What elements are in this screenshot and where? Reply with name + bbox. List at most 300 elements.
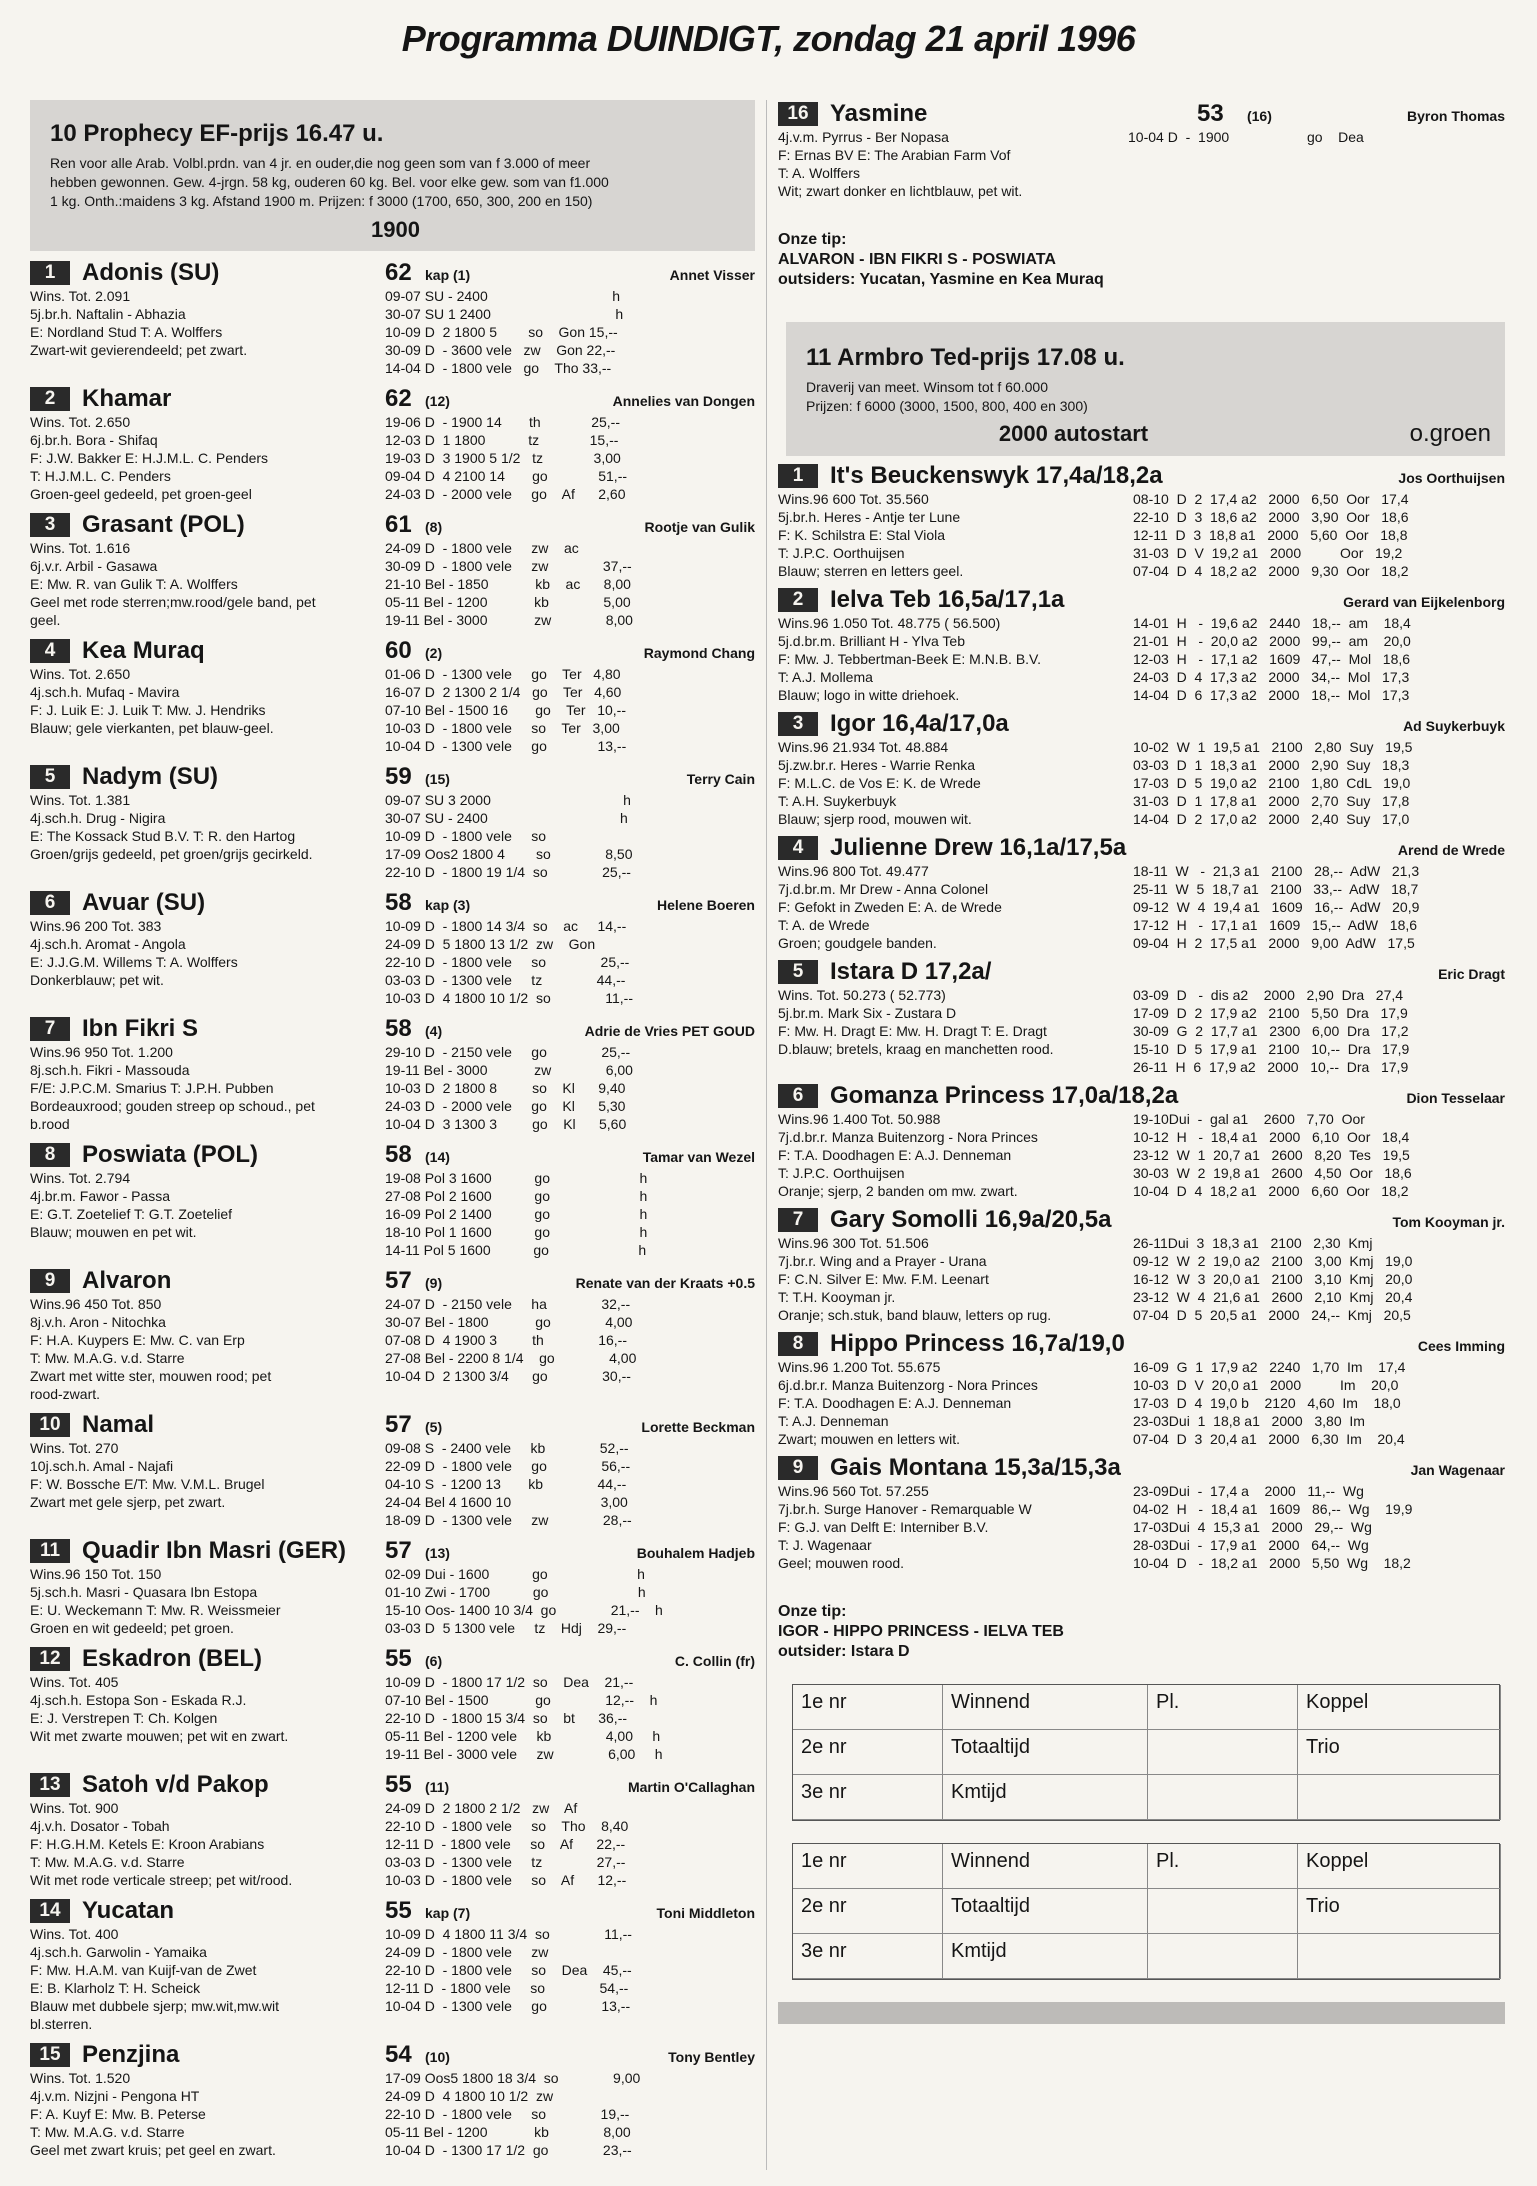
bet-form-cell[interactable]: Trio (1298, 1730, 1501, 1775)
horse-name: Ibn Fikri S (82, 1015, 199, 1042)
driver-name: Eric Dragt (1438, 966, 1505, 982)
horse-entry (778, 1330, 1505, 1448)
jockey-name: Annet Visser (669, 267, 755, 283)
horse-heading (30, 1015, 385, 1043)
horse-name: Satoh v/d Pakop (82, 1771, 269, 1798)
race-result: 17-03Dui 4 15,3 a1 2000 29,-- Wg (1133, 1519, 1372, 1535)
race-result: 18-09 D - 1300 vele zw 28,-- (385, 1512, 632, 1528)
horse-info-line: Wins.96 600 Tot. 35.560 (778, 491, 929, 507)
horse-heading (30, 1141, 385, 1169)
horse-info-line: F/E: J.P.C.M. Smarius T: J.P.H. Pubben (30, 1080, 274, 1096)
race-result: 09-07 SU - 2400 h (385, 288, 620, 304)
horse-weight: 58 (385, 889, 412, 916)
horse-form (1133, 490, 1505, 580)
horse-name: Gomanza Princess 17,0a/18,2a (830, 1082, 1179, 1109)
horse-entry (30, 763, 755, 881)
horse-number: 1 (30, 261, 70, 285)
horse-info-line: T: Mw. M.A.G. v.d. Starre (30, 2124, 185, 2140)
race-distance: 2000 autostart (998, 421, 1149, 446)
horse-info-line: F: J. Luik E: J. Luik T: Mw. J. Hendriks (30, 702, 266, 718)
bet-form-cell[interactable]: 2e nr (793, 1730, 943, 1775)
horse-info-line: Wins.96 1.200 Tot. 55.675 (778, 1359, 941, 1375)
horse-info-line: geel. (30, 612, 61, 628)
bet-form-cell[interactable]: Koppel (1298, 1685, 1501, 1730)
race-result: 17-03 D 4 19,0 b 2120 4,60 Im 18,0 (1133, 1395, 1401, 1411)
race-conditions (50, 154, 741, 211)
horse-form (1133, 986, 1505, 1076)
race-result: 16-12 W 3 20,0 a1 2100 3,10 Kmj 20,0 (1133, 1271, 1413, 1287)
race-result: 07-10 Bel - 1500 go 12,-- h (385, 1692, 658, 1708)
bet-form-cell[interactable] (1148, 1775, 1298, 1820)
bet-form-cell[interactable]: Kmtijd (943, 1775, 1148, 1820)
driver-name: Ad Suykerbuyk (1403, 718, 1505, 734)
horse-heading (30, 1537, 385, 1565)
horse-info-line: 7j.br.h. Surge Hanover - Remarquable W (778, 1501, 1032, 1517)
horse-title (778, 1206, 1392, 1234)
horse-name: Alvaron (82, 1267, 172, 1294)
race-result: 05-11 Bel - 1200 kb 5,00 (385, 594, 631, 610)
horse-info (30, 1015, 385, 1133)
horse-info-line: F: Gefokt in Zweden E: A. de Wrede (778, 899, 1002, 915)
race-result: 12-11 D 3 18,8 a1 2000 5,60 Oor 18,8 (1133, 527, 1408, 543)
race-result: 05-11 Bel - 1200 vele kb 4,00 h (385, 1728, 661, 1744)
horse-weight: 57 (385, 1267, 412, 1294)
bet-form-cell[interactable] (1148, 1889, 1298, 1934)
horse-entry (30, 1645, 755, 1763)
bet-form-cell[interactable]: Winnend (943, 1685, 1148, 1730)
horse-number: 6 (30, 891, 70, 915)
horse-heading (778, 1082, 1505, 1110)
race-result: 12-11 D - 1800 vele so Af 22,-- (385, 1836, 626, 1852)
race-result: 27-08 Bel - 2200 8 1/4 go 4,00 (385, 1350, 637, 1366)
horse-info-line: 5j.zw.br.r. Heres - Warrie Renka (778, 757, 976, 773)
horse-body (778, 1234, 1505, 1324)
horse-number: 9 (30, 1269, 70, 1293)
race-result: 10-12 H - 18,4 a1 2000 6,10 Oor 18,4 (1133, 1129, 1410, 1145)
horse-info-line: Geel; mouwen rood. (778, 1555, 905, 1571)
horse-info-line: T: J. Wagenaar (778, 1537, 872, 1553)
horse-info-line: T: J.P.C. Oorthuijsen (778, 545, 905, 561)
horse-form (1128, 128, 1505, 200)
race-11-horse-list (778, 462, 1505, 1572)
horse-heading (778, 586, 1505, 614)
bet-form-table (792, 1843, 1500, 1980)
jockey-name: Helene Boeren (656, 897, 755, 913)
horse-info-line: Wins. Tot. 1.616 (30, 540, 131, 556)
horse-info-line: Zwart met witte ster, mouwen rood; pet (30, 1368, 272, 1384)
race-result: 16-09 Pol 2 1400 go h (385, 1206, 648, 1222)
horse-name: Quadir Ibn Masri (GER) (82, 1537, 347, 1564)
horse-info-line: Wins. Tot. 2.650 (30, 414, 131, 430)
condition-line: Ren voor alle Arab. Volbl.prdn. van 4 jr. en ouder,die nog geen som van f 3.000 of meer (50, 155, 591, 171)
horse-entry (30, 889, 755, 1007)
horse-name: Poswiata (POL) (82, 1141, 259, 1168)
horse-weight: 62 (385, 385, 412, 412)
horse-entry (30, 259, 755, 377)
horse-info-line: F: G.J. van Delft E: Interniber B.V. (778, 1519, 989, 1535)
horse-info-line: Wins. Tot. 400 (30, 1926, 119, 1942)
horse-equipment: (11) (425, 1779, 450, 1795)
weight-row (385, 889, 755, 917)
horse-body (778, 128, 1505, 200)
race-result: 23-09Dui - 17,4 a 2000 11,-- Wg (1133, 1483, 1364, 1499)
horse-title (778, 710, 1403, 738)
horse-info-line: F: Ernas BV E: The Arabian Farm Vof (778, 147, 1011, 163)
race-result: 10-09 D 2 1800 5 so Gon 15,-- (385, 324, 618, 340)
condition-line: hebben gewonnen. Gew. 4-jrgn. 58 kg, ouderen 60 kg. Bel. voor elke gew. som van f1.000 (50, 174, 609, 190)
race-result: 03-03 D - 1300 vele tz 27,-- (385, 1854, 626, 1870)
race-result: 10-03 D 4 1800 10 1/2 so 11,-- (385, 990, 633, 1006)
horse-entry (30, 511, 755, 629)
horse-heading (30, 259, 385, 287)
horse-info-line: Oranje; sch.stuk, band blauw, letters op rug. (778, 1307, 1052, 1323)
horse-name: Gary Somolli 16,9a/20,5a (830, 1206, 1112, 1233)
horse-body (778, 614, 1505, 704)
horse-form (385, 1267, 755, 1403)
horse-equipment: (14) (425, 1149, 450, 1165)
horse-info-line: Wins.96 1.400 Tot. 50.988 (778, 1111, 941, 1127)
race-result: 14-04 D 2 17,0 a2 2000 2,40 Suy 17,0 (1133, 811, 1410, 827)
bet-form-cell[interactable] (1298, 1934, 1501, 1979)
weight-row (385, 1897, 755, 1925)
bet-form-cell[interactable]: 2e nr (793, 1889, 943, 1934)
horse-info-line: Oranje; sjerp, 2 banden om mw. zwart. (778, 1183, 1018, 1199)
horse-info (30, 637, 385, 755)
bet-form-table (792, 1684, 1500, 1821)
race-result: 10-04 D - 1900 go Dea (1128, 129, 1364, 145)
horse-info (778, 862, 1133, 952)
horse-info (30, 1141, 385, 1259)
horse-entry (778, 1206, 1505, 1324)
horse-info-line: F: Mw. H.A.M. van Kuijf-van de Zwet (30, 1962, 257, 1978)
bet-form-cell[interactable]: Pl. (1148, 1844, 1298, 1889)
horse-body (778, 986, 1505, 1076)
bet-form-cell[interactable]: 3e nr (793, 1934, 943, 1979)
horse-info-line: F: Mw. H. Dragt E: Mw. H. Dragt T: E. Dragt (778, 1023, 1047, 1039)
driver-name: Arend de Wrede (1397, 842, 1505, 858)
horse-info-line: E: G.T. Zoetelief T: G.T. Zoetelief (30, 1206, 233, 1222)
horse-heading (30, 637, 385, 665)
race-result: 16-09 G 1 17,9 a2 2240 1,70 Im 17,4 (1133, 1359, 1406, 1375)
weight-row (385, 763, 755, 791)
horse-info-line: Wins.96 150 Tot. 150 (30, 1566, 162, 1582)
horse-equipment: (9) (425, 1275, 443, 1291)
jockey-name: Adrie de Vries PET GOUD (584, 1023, 755, 1039)
horse-number: 14 (30, 1899, 70, 1923)
horse-name: Yasmine (830, 100, 928, 127)
jockey-name: Martin O'Callaghan (627, 1779, 755, 1795)
horse-number: 13 (30, 1773, 70, 1797)
horse-info-line: b.rood (30, 1116, 70, 1132)
race-result: 19-11 Bel - 3000 zw 8,00 (385, 612, 633, 628)
horse-name: Yucatan (82, 1897, 175, 1924)
horse-form (385, 1897, 755, 2033)
horse-number: 11 (30, 1539, 70, 1563)
bet-form-cell[interactable]: 1e nr (793, 1844, 943, 1889)
horse-form (385, 1645, 755, 1763)
jockey-name: Byron Thomas (1406, 108, 1505, 124)
horse-form (1133, 1234, 1505, 1324)
horse-info-line: 5j.br.m. Mark Six - Zustara D (778, 1005, 957, 1021)
horse-weight: 55 (385, 1771, 412, 1798)
horse-number: 7 (778, 1208, 818, 1232)
horse-info-line: 6j.d.br.r. Manza Buitenzorg - Nora Princes (778, 1377, 1038, 1393)
horse-name: Gais Montana 15,3a/15,3a (830, 1454, 1121, 1481)
race-result: 10-03 D - 1800 vele so Af 12,-- (385, 1872, 627, 1888)
horse-entry (30, 1897, 755, 2033)
horse-info-line: F: K. Schilstra E: Stal Viola (778, 527, 946, 543)
race-result: 03-03 D 1 18,3 a1 2000 2,90 Suy 18,3 (1133, 757, 1410, 773)
race-10-continued (778, 100, 1505, 200)
horse-info-line: E: The Kossack Stud B.V. T: R. den Hartog (30, 828, 296, 844)
horse-info-line: 10j.sch.h. Amal - Najafi (30, 1458, 174, 1474)
horse-equipment: (4) (425, 1023, 443, 1039)
horse-name: Kea Muraq (82, 637, 205, 664)
horse-body (778, 490, 1505, 580)
horse-entry (778, 586, 1505, 704)
race-result: 17-09 Oos5 1800 18 3/4 so 9,00 (385, 2070, 641, 2086)
horse-info-line: T: A.H. Suykerbuyk (778, 793, 897, 809)
horse-info-line: T: T.H. Kooyman jr. (778, 1289, 896, 1305)
horse-entry (778, 1454, 1505, 1572)
horse-form (1133, 1482, 1505, 1572)
race-distance: 1900 (371, 217, 420, 242)
race-10-header (30, 100, 755, 251)
horse-info-line: 4j.v.m. Nizjni - Pengona HT (30, 2088, 200, 2104)
horse-weight: 54 (385, 2041, 412, 2068)
horse-weight: 57 (385, 1411, 412, 1438)
race-result: 09-07 SU 3 2000 h (385, 792, 631, 808)
horse-equipment: kap (1) (425, 267, 471, 283)
race-result: 19-11 Bel - 3000 zw 6,00 (385, 1062, 633, 1078)
horse-heading (778, 834, 1505, 862)
driver-name: Jos Oorthuijsen (1398, 470, 1505, 486)
bet-form-cell[interactable]: Trio (1298, 1889, 1501, 1934)
horse-equipment: (2) (425, 645, 443, 661)
race-title: 11 Armbro Ted-prijs 17.08 u. (806, 344, 1125, 371)
horse-entry (778, 462, 1505, 580)
race-result: 30-09 D - 1800 vele zw 37,-- (385, 558, 632, 574)
horse-form (385, 1015, 755, 1133)
horse-body (778, 738, 1505, 828)
bet-form-cell[interactable]: Kmtijd (943, 1934, 1148, 1979)
horse-info-line: Geel met rode sterren;mw.rood/gele band, pet (30, 594, 316, 610)
bet-form-cell[interactable] (1148, 1730, 1298, 1775)
horse-number: 9 (778, 1456, 818, 1480)
tip-heading: Onze tip: (778, 231, 847, 248)
jockey-name: Tony Bentley (668, 2049, 755, 2065)
race-result: 10-04 D - 1300 17 1/2 go 23,-- (385, 2142, 632, 2158)
horse-form (385, 511, 755, 629)
horse-name: Penzjina (82, 2041, 180, 2068)
horse-info-line: 4j.v.m. Pyrrus - Ber Nopasa (778, 129, 949, 145)
race-result: 07-04 D 3 20,4 a1 2000 6,30 Im 20,4 (1133, 1431, 1405, 1447)
horse-number: 4 (30, 639, 70, 663)
race-result: 05-11 Bel - 1200 kb 8,00 (385, 2124, 631, 2140)
horse-info-line: Groen en wit gedeeld; pet groen. (30, 1620, 234, 1636)
race-result: 09-12 W 2 19,0 a2 2100 3,00 Kmj 19,0 (1133, 1253, 1413, 1269)
horse-info-line: F: T.A. Doodhagen E: A.J. Denneman (778, 1395, 1012, 1411)
race-result: 26-11 H 6 17,9 a2 2000 10,-- Dra 17,9 (1133, 1059, 1409, 1075)
horse-entry (778, 1082, 1505, 1200)
horse-heading (778, 710, 1505, 738)
horse-heading (778, 1454, 1505, 1482)
race-11-tip (778, 1602, 1505, 1662)
race-result: 03-03 D - 1300 vele tz 44,-- (385, 972, 626, 988)
race-result: 22-10 D - 1800 vele so 25,-- (385, 954, 630, 970)
horse-info-line: T: A.J. Mollema (778, 669, 873, 685)
horse-number: 3 (778, 712, 818, 736)
horse-weight: 60 (385, 637, 412, 664)
horse-info-line: F: C.N. Silver E: Mw. F.M. Leenart (778, 1271, 989, 1287)
race-result: 22-09 D - 1800 vele go 56,-- (385, 1458, 631, 1474)
driver-name: Cees Imming (1417, 1338, 1505, 1354)
race-result: 19-06 D - 1900 14 th 25,-- (385, 414, 620, 430)
bet-form-cell[interactable]: Totaaltijd (943, 1889, 1148, 1934)
horse-title (778, 834, 1398, 862)
jockey-name: Lorette Beckman (641, 1419, 755, 1435)
horse-heading (30, 1267, 385, 1295)
horse-info-line: 4j.sch.h. Estopa Son - Eskada R.J. (30, 1692, 247, 1708)
horse-info-line: Wit met rode verticale streep; pet wit/rood. (30, 1872, 293, 1888)
horse-info-line: 7j.br.r. Wing and a Prayer - Urana (778, 1253, 987, 1269)
horse-info (30, 1537, 385, 1637)
weight-row (385, 1645, 755, 1673)
race-result: 24-03 D - 2000 vele go Af 2,60 (385, 486, 626, 502)
horse-entry (30, 2041, 755, 2159)
weight-row (385, 1537, 755, 1565)
horse-form (1133, 614, 1505, 704)
bet-form-cell[interactable]: Totaaltijd (943, 1730, 1148, 1775)
driver-name: Tom Kooyman jr. (1392, 1214, 1505, 1230)
horse-number: 16 (778, 102, 818, 126)
jockey-name: Bouhalem Hadjeb (636, 1545, 755, 1561)
bet-form-cell[interactable]: 3e nr (793, 1775, 943, 1820)
race-result: 14-04 D 6 17,3 a2 2000 18,-- Mol 17,3 (1133, 687, 1410, 703)
bet-form-cell[interactable]: Winnend (943, 1844, 1148, 1889)
bet-form-cell[interactable] (1298, 1775, 1501, 1820)
horse-info-line: 6j.v.r. Arbil - Gasawa (30, 558, 158, 574)
race-result: 17-12 H - 17,1 a1 1609 15,-- AdW 18,6 (1133, 917, 1418, 933)
race-result: 03-09 D - dis a2 2000 2,90 Dra 27,4 (1133, 987, 1404, 1003)
bet-form-cell[interactable]: Koppel (1298, 1844, 1501, 1889)
horse-info-line: 5j.d.br.m. Brilliant H - Ylva Teb (778, 633, 966, 649)
race-result: 24-03 D 4 17,3 a2 2000 34,-- Mol 17,3 (1133, 669, 1410, 685)
horse-info-line: Wins. Tot. 1.381 (30, 792, 131, 808)
bet-form-cell[interactable] (1148, 1934, 1298, 1979)
horse-number: 5 (30, 765, 70, 789)
race-result: 24-09 D 2 1800 2 1/2 zw Af (385, 1800, 578, 1816)
horse-info-line: Wins. Tot. 50.273 ( 52.773) (778, 987, 946, 1003)
race-result: 07-10 Bel - 1500 16 go Ter 10,-- (385, 702, 626, 718)
weight-row (385, 385, 755, 413)
horse-info-line: 4j.sch.h. Aromat - Angola (30, 936, 186, 952)
horse-title (778, 1330, 1418, 1358)
race-result: 30-03 W 2 19,8 a1 2600 4,50 Oor 18,6 (1133, 1165, 1412, 1181)
horse-info-line: E: Nordland Stud T: A. Wolffers (30, 324, 223, 340)
horse-name: Igor 16,4a/17,0a (830, 710, 1009, 737)
horse-equipment: (6) (425, 1653, 443, 1669)
race-result: 17-03 D 5 19,0 a2 2100 1,80 CdL 19,0 (1133, 775, 1411, 791)
horse-info (778, 490, 1133, 580)
horse-title (778, 958, 1438, 986)
race-result: 10-03 D - 1800 vele so Ter 3,00 (385, 720, 620, 736)
condition-line: 1 kg. Onth.:maidens 3 kg. Afstand 1900 m. Prijzen: f 3000 (1700, 650, 300, 200 en 150) (50, 193, 593, 209)
condition-line: Draverij van meet. Winsom tot f 60.000 (806, 379, 1048, 395)
race-result: 22-10 D - 1800 15 3/4 so bt 36,-- (385, 1710, 628, 1726)
horse-info-line: Wins.96 300 Tot. 51.506 (778, 1235, 929, 1251)
weight-row (385, 511, 755, 539)
bottom-bar (778, 2002, 1505, 2024)
horse-heading (30, 889, 385, 917)
horse-heading (30, 1897, 385, 1925)
horse-info-line: T: Mw. M.A.G. v.d. Starre (30, 1854, 185, 1870)
horse-name: Adonis (SU) (82, 259, 220, 286)
race-result: 12-03 D 1 1800 tz 15,-- (385, 432, 619, 448)
horse-info-line: Wins.96 560 Tot. 57.255 (778, 1483, 929, 1499)
bet-form-cell[interactable]: 1e nr (793, 1685, 943, 1730)
horse-entry (30, 385, 755, 503)
horse-info (30, 1411, 385, 1529)
race-11-header (786, 322, 1505, 456)
jockey-name: Annelies van Dongen (612, 393, 755, 409)
horse-name: Avuar (SU) (82, 889, 206, 916)
horse-name: Khamar (82, 385, 172, 412)
bet-form-cell[interactable]: Pl. (1148, 1685, 1298, 1730)
race-result: 30-09 G 2 17,7 a1 2300 6,00 Dra 17,2 (1133, 1023, 1409, 1039)
race-result: 19-11 Bel - 3000 vele zw 6,00 h (385, 1746, 663, 1762)
horse-title (778, 586, 1343, 614)
horse-number: 12 (30, 1647, 70, 1671)
horse-info-line: Zwart met gele sjerp, pet zwart. (30, 1494, 226, 1510)
horse-number: 4 (778, 836, 818, 860)
horse-info-line: Blauw; logo in witte driehoek. (778, 687, 960, 703)
horse-name: Istara D 17,2a/ (830, 958, 992, 985)
race-result: 14-01 H - 19,6 a2 2440 18,-- am 18,4 (1133, 615, 1411, 631)
jockey-name: Terry Cain (686, 771, 755, 787)
horse-heading (778, 462, 1505, 490)
race-result: 30-09 D - 3600 vele zw Gon 22,-- (385, 342, 616, 358)
horse-equipment: kap (3) (425, 897, 471, 913)
race-result: 10-09 D - 1800 14 3/4 so ac 14,-- (385, 918, 627, 934)
race-result: 09-12 W 4 19,4 a1 1609 16,-- AdW 20,9 (1133, 899, 1420, 915)
horse-info-line: E: J.J.G.M. Willems T: A. Wolffers (30, 954, 238, 970)
horse-info-line: T: A. Wolffers (778, 165, 860, 181)
horse-number: 2 (30, 387, 70, 411)
horse-info-line: E: U. Weckemann T: Mw. R. Weissmeier (30, 1602, 281, 1618)
horse-name: Eskadron (BEL) (82, 1645, 263, 1672)
race-result: 10-09 D - 1800 vele so (385, 828, 547, 844)
horse-title (778, 462, 1398, 490)
horse-name: Ielva Teb 16,5a/17,1a (830, 586, 1065, 613)
race-result: 18-11 W - 21,3 a1 2100 28,-- AdW 21,3 (1133, 863, 1420, 879)
race-result: 24-09 D - 1800 vele zw (385, 1944, 549, 1960)
race-result: 22-10 D - 1800 vele so Tho 8,40 (385, 1818, 629, 1834)
horse-form (1133, 862, 1505, 952)
horse-name: Namal (82, 1411, 155, 1438)
race-result: 18-10 Pol 1 1600 go h (385, 1224, 648, 1240)
horse-entry (30, 637, 755, 755)
race-result: 10-04 D - 1300 vele go 13,-- (385, 1998, 631, 2014)
race-10-horse-list (30, 259, 755, 2159)
horse-info-line: Wins. Tot. 270 (30, 1440, 119, 1456)
horse-entry (778, 710, 1505, 828)
race-result: 23-03Dui 1 18,8 a1 2000 3,80 Im (1133, 1413, 1365, 1429)
race-result: 28-03Dui - 17,9 a1 2000 64,-- Wg (1133, 1537, 1369, 1553)
horse-heading (778, 1206, 1505, 1234)
race-result: 19-08 Pol 3 1600 go h (385, 1170, 648, 1186)
page-title: Programma DUINDIGT, zondag 21 april 1996 (401, 18, 1136, 59)
